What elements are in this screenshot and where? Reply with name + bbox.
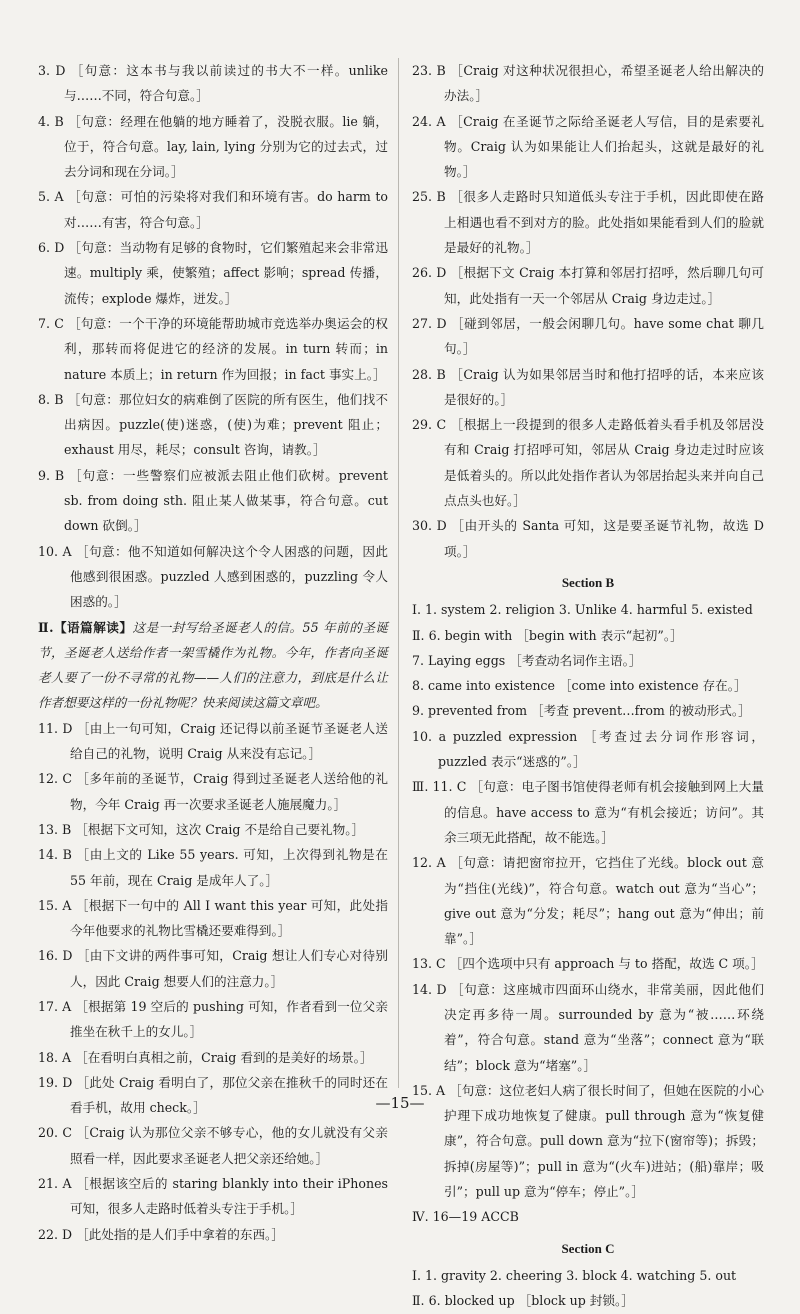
answer-item: 19. D ［此处 Craig 看明白了，那位父亲在推秋千的同时还在看手机，故用 check。］ [38, 1074, 388, 1116]
answer-item: Ⅰ. 1. gravity 2. cheering 3. block 4. watching 5. out [412, 1267, 737, 1283]
answer-item: 14. D ［句意：这座城市四面环山绕水，非常美丽，因此他们决定再多待一周。surrounded by 意为“被……环绕着”，符合句意。stand 意为“坐落”；connect 意为“联结”；block 意为“堵塞”。］ [412, 981, 764, 1073]
answer-item: 9. prevented from ［考查 prevent…from 的被动形式。］ [412, 703, 751, 719]
passage-tag: Ⅱ.【语篇解读】 [38, 619, 133, 635]
answer-item: Ⅲ. 11. C ［句意：电子图书馆使得老师有机会接触到网上大量的信息。have access to 意为“有机会接近；访问”。其余三项无此搭配，故不能选。］ [412, 779, 764, 845]
answer-item: 7. C ［句意：一个干净的环境能帮助城市竞选举办奥运会的权利，那转而将促进它的经济的发展。in turn 转而；in nature 本质上；in return 作为回报；in fact 事实上。］ [38, 315, 388, 382]
answer-item: 10. a puzzled expression ［考查过去分词作形容词，puzzled 表示“迷惑的”。］ [412, 728, 764, 770]
answer-item: 15. A ［根据下一句中的 All I want this year 可知，此处指今年他要求的礼物比雪橇还要难得到。］ [38, 897, 388, 939]
answer-item: Ⅰ. 1. system 2. religion 3. Unlike 4. harmful 5. existed [412, 602, 753, 618]
column-divider [398, 58, 399, 1088]
answer-item: 22. D ［此处指的是人们手中拿着的东西。］ [38, 1226, 284, 1242]
answer-item: 30. D ［由开头的 Santa 可知，这是要圣诞节礼物，故选 D 项。］ [412, 518, 764, 559]
passage-interpretation [38, 615, 388, 716]
section-b-title: Section B [561, 574, 615, 590]
answer-item: 18. A ［在看明白真相之前，Craig 看到的是美好的场景。］ [38, 1049, 373, 1065]
answer-item: 5. A ［句意：可怕的污染将对我们和环境有害。do harm to 对……有害，符合句意。］ [38, 189, 388, 230]
answer-item: 8. B ［句意：那位妇女的病难倒了医院的所有医生，他们找不出病因。puzzle(使)迷惑，(使)为难；prevent 阻止；exhaust 用尽，耗尽；consult 咨询，请教。］ [38, 391, 388, 458]
answer-item: 9. B ［句意：一些警察们应被派去阻止他们砍树。prevent sb. from doing sth. 阻止某人做某事，符合句意。cut down 砍倒。］ [38, 467, 388, 534]
passage-body: 这是一封写给圣诞老人的信。55 年前的圣诞节，圣诞老人送给作者一架雪橇作为礼物。今年，作者向圣诞老人要了一份不寻常的礼物——人们的注意力，到底是什么让作者想要这样的一份礼物呢？快来阅读这篇文章吧。 [38, 619, 389, 711]
answer-item: 26. D ［根据下文 Craig 本打算和邻居打招呼，然后聊几句可知，此处指有一天一个邻居从 Craig 身边走过。］ [412, 265, 764, 306]
answer-item: 21. A ［根据该空后的 staring blankly into their iPhones 可知，很多人走路时低着头专注于手机。］ [38, 1176, 388, 1217]
answer-item: 20. C ［Craig 认为那位父亲不够专心，他的女儿就没有父亲照看一样，因此要求圣诞老人把父亲还给她。］ [38, 1125, 388, 1166]
answer-item: 13. B ［根据下文可知，这次 Craig 不是给自己要礼物。］ [38, 821, 365, 837]
answer-item: 16. D ［由下文讲的两件事可知，Craig 想让人们专心对待别人，因此 Craig 想要人们的注意力。］ [38, 948, 388, 989]
answer-item: 29. C ［根据上一段提到的很多人走路低着头看手机及邻居没有和 Craig 打招呼可知，邻居从 Craig 身边走过时应该是低着头的。所以此处指作者认为邻居抬起头来并向自己点点头也好。］ [412, 417, 764, 509]
answer-item: 6. D ［句意：当动物有足够的食物时，它们繁殖起来会非常迅速。multiply 乘，使繁殖；affect 影响；spread 传播，流传；explode 爆炸，迸发。］ [38, 240, 388, 306]
answer-item: 15. A ［句意：这位老妇人病了很长时间了，但她在医院的小心护理下成功地恢复了健康。pull through 意为“恢复健康”，符合句意。pull down 意为“拉下(窗帘等)；拆毁；拆掉(房屋等)”；pull in 意为“(火车)进站；(船)靠岸；吸引”；pull up 意为“停车；停止”。］ [412, 1082, 764, 1200]
answer-item: 27. D ［碰到邻居，一般会闲聊几句。have some chat 聊几句。］ [412, 315, 764, 357]
answer-item: 10. A ［句意：他不知道如何解决这个令人困惑的问题，因此他感到很困惑。puzzled 人感到困惑的，puzzling 令人困惑的。］ [38, 543, 388, 610]
right-column [412, 58, 764, 1314]
section-c-title: Section C [561, 1240, 615, 1256]
answer-item: Ⅳ. 16—19 ACCB [412, 1209, 519, 1225]
answer-item: 11. D ［由上一句可知，Craig 还记得以前圣诞节圣诞老人送给自己的礼物，说明 Craig 从来没有忘记。］ [38, 720, 388, 762]
answer-item: 25. B ［很多人走路时只知道低头专注于手机，因此即使在路上相遇也看不到对方的脸。此处指如果能看到人们的脸就是最好的礼物。］ [412, 189, 764, 256]
answer-item: 7. Laying eggs ［考查动名词作主语。］ [412, 652, 642, 668]
answer-item: 28. B ［Craig 认为如果邻居当时和他打招呼的话，本来应该是很好的。］ [412, 366, 764, 407]
answer-item: 12. C ［多年前的圣诞节，Craig 得到过圣诞老人送给他的礼物，今年 Craig 再一次要求圣诞老人施展魔力。］ [38, 771, 388, 812]
answer-item: 24. A ［Craig 在圣诞节之际给圣诞老人写信，目的是索要礼物。Craig 认为如果能让人们抬起头，这就是最好的礼物。］ [412, 113, 764, 180]
answer-item: 14. B ［由上文的 Like 55 years. 可知，上次得到礼物是在 55 年前，现在 Craig 是成年人了。］ [38, 847, 388, 888]
page-number: —15— [375, 1094, 425, 1112]
answer-item: 23. B ［Craig 对这种状况很担心，希望圣诞老人给出解决的办法。］ [412, 63, 764, 104]
answer-item: 12. A ［句意：请把窗帘拉开，它挡住了光线。block out 意为“挡住(光线)”，符合句意。watch out 意为“当心”；give out 意为“分发；耗尽”；hang out 意为“伸出；前靠”。］ [412, 855, 764, 947]
answer-item: Ⅱ. 6. blocked up ［block up 封锁。］ [412, 1293, 634, 1309]
answer-item: 3. D ［句意：这本书与我以前读过的书大不一样。unlike 与……不同，符合句意。］ [38, 63, 388, 104]
answer-item: 13. C ［四个选项中只有 approach 与 to 搭配，故选 C 项。］ [412, 956, 764, 972]
answer-item: 4. B ［句意：经理在他躺的地方睡着了，没脱衣服。lie 躺，位于，符合句意。lay, lain, lying 分别为它的过去式，过去分词和现在分词。］ [38, 113, 388, 180]
answer-item: 8. came into existence ［come into existence 存在。］ [412, 678, 747, 694]
answer-item: Ⅱ. 6. begin with ［begin with 表示“起初”。］ [412, 627, 683, 643]
left-column [38, 58, 388, 1247]
answer-item: 17. A ［根据第 19 空后的 pushing 可知，作者看到一位父亲推坐在秋千上的女儿。］ [38, 998, 388, 1040]
